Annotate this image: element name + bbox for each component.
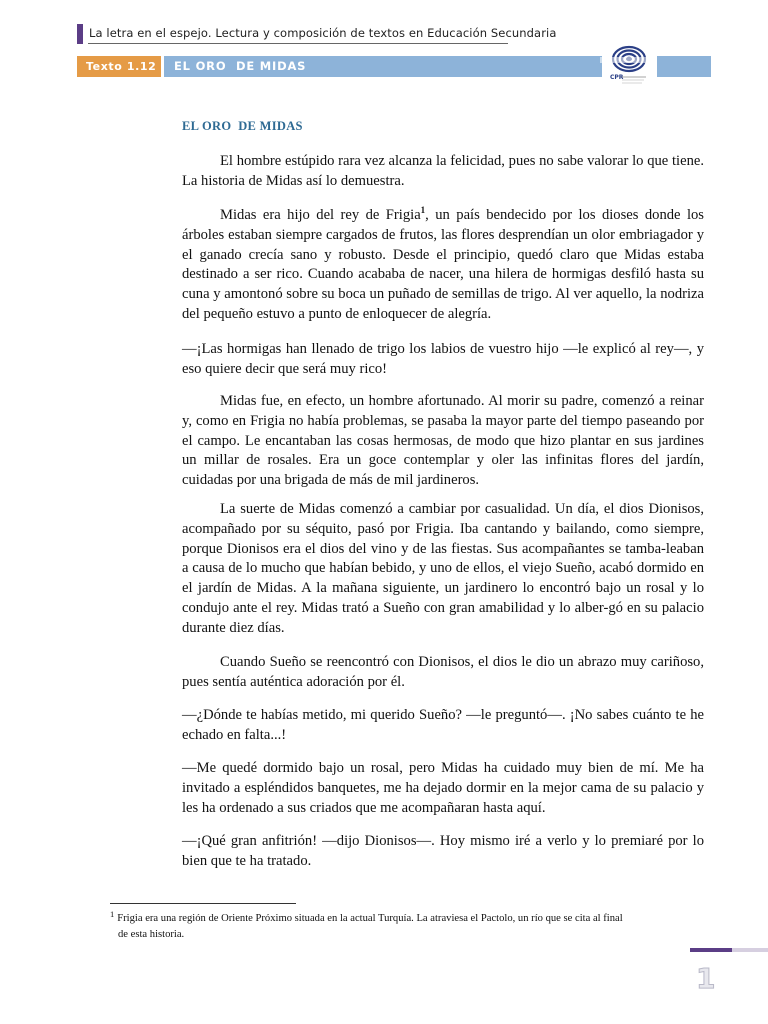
paragraph-7: —¿Dónde te habías metido, mi querido Sueño? —le preguntó—. ¡No sabes cuánto te he echado en falta...!: [182, 707, 704, 743]
paragraph-2: [182, 206, 704, 325]
paragraph-1: El hombre estúpido rara vez alcanza la felicidad, pues no sabe valorar lo que tiene. La historia de Midas así lo demuestra.: [182, 153, 704, 189]
cpr-logo-icon: [600, 43, 656, 89]
paragraph-6: Cuando Sueño se reencontró con Dionisos, el dios le dio un abrazo muy cariñoso, pues sentía auténtica adoración por él.: [182, 654, 704, 690]
section-title: EL ORO DE MIDAS: [164, 56, 602, 77]
paragraph-2-rest: , un país bendecido por los dioses donde los árboles estaban siempre cargados de frutos, las flores desprendían un olor embriagador y el ganado crecía sano y robusto. Desde el principio, quedó claro que Midas estaba destinado a ser rico. Cuando acababa de nacer, una hilera de hormigas desfiló hasta su cuna y amontonó sobre su boca un puñado de semillas de trigo. Al ver aquello, la nodriza del pequeño estuvo a punto de enloquecer de alegría.: [182, 207, 704, 322]
footnote-number: 1: [110, 909, 115, 919]
band-right-segment: [657, 56, 711, 77]
header-rule: [88, 43, 508, 44]
footnote-text-line2: de esta historia.: [118, 928, 185, 940]
footnote-separator: [110, 903, 296, 904]
paragraph-5: La suerte de Midas comenzó a cambiar por casualidad. Un día, el dios Dionisos, acompañado por su séquito, pasó por Frigia. Iba cantando y bailando, como siempre, porque Dionisos era el dios del vino y de las fiestas. Sus acompañantes se tamba-leaban a causa de lo mucho que habían bebido, y uno de ellos, el viejo Sueño, acabó dormido en el jardín de Midas. A la mañana siguiente, un jardinero lo encontró bajo un rosal y lo condujo ante el rey. Midas trató a Sueño con gran amabilidad y lo alber-gó en su palacio durante diez días.: [182, 501, 704, 636]
paragraph-8: —Me quedé dormido bajo un rosal, pero Midas ha cuidado muy bien de mí. Me ha invitado a espléndidos banquetes, me ha dejado dormir en la mejor cama de su palacio y les ha ordenado a sus criados que me acompañaran hasta aquí.: [182, 760, 704, 816]
footnote-reference: 1: [420, 205, 426, 215]
footnote-text-line1: Frigia era una región de Oriente Próximo situada en la actual Turquía. La atraviesa el Pactolo, un río que se cita al final: [117, 913, 623, 924]
page-number: 1: [696, 962, 716, 995]
paragraph-4: Midas fue, en efecto, un hombre afortunado. Al morir su padre, comenzó a reinar y, como en Frigia no había problemas, se pasaba la mayor parte del tiempo paseando por el campo. Le encantaban las cosas hermosas, de modo que hizo plantar en sus jardines un millar de rosales. Era un goce contemplar y oler las infinitas flores del jardín, cuidadas por una brigada de más de mil jardineros.: [182, 393, 704, 489]
book-title: La letra en el espejo. Lectura y composición de textos en Educación Secundaria: [89, 26, 557, 40]
page-number-bar: [690, 948, 732, 952]
article-heading: EL ORO DE MIDAS: [182, 119, 303, 133]
logo-text: CPR: [610, 74, 624, 81]
paragraph-3: —¡Las hormigas han llenado de trigo los labios de vuestro hijo —le explicó al rey—, y eso quiere decir que será muy rico!: [182, 341, 704, 377]
footnote: [110, 907, 670, 942]
paragraph-9: —¡Qué gran anfitrión! —dijo Dionisos—. Hoy mismo iré a verlo y lo premiaré por lo bien que te ha tratado.: [182, 833, 704, 869]
paragraph-2-start: Midas era hijo del rey de Frigia: [220, 207, 421, 223]
header-accent-bar: [77, 24, 83, 44]
text-number-tag: Texto 1.12: [77, 56, 161, 77]
page-number-bar-light: [732, 948, 768, 952]
